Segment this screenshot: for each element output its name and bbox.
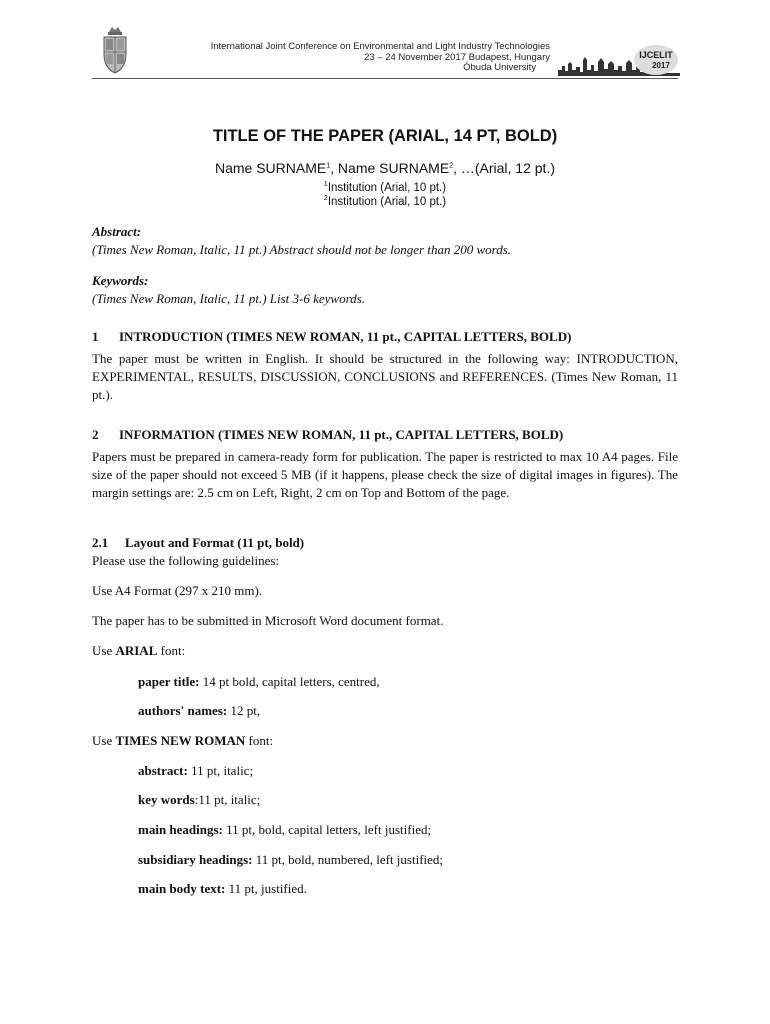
- keywords-heading: Keywords:: [92, 273, 149, 288]
- ijcelit-skyline-logo: [558, 40, 680, 78]
- ijcelit-logo-year: 2017: [652, 61, 670, 70]
- institution-1-text: Institution (Arial, 10 pt.): [327, 181, 447, 194]
- times-item-label: main body text:: [138, 881, 226, 896]
- times-item-text: 11 pt, bold, capital letters, left justified;: [222, 822, 432, 837]
- subsection-2-1-heading: [92, 534, 678, 552]
- times-item-key-words: [138, 791, 678, 809]
- institution-2: [92, 195, 678, 208]
- times-item-abstract: [138, 762, 678, 780]
- author-2-name: Name SURNAME: [337, 160, 450, 176]
- abstract-text: (Times New Roman, Italic, 11 pt.) Abstract should not be longer than 200 words.: [92, 242, 512, 257]
- times-item-text: :11 pt, italic;: [194, 792, 261, 807]
- times-font-name: TIMES NEW ROMAN: [115, 733, 246, 748]
- conference-name: International Joint Conference on Environmental and Light Industry Technologies: [210, 41, 550, 52]
- section-1-body: The paper must be written in English. It should be structured in the following way: INTRODUCTION, EXPERIMENTAL, RESULTS, DISCUSSION, CONCLUSIONS and REFERENCES. (Times New Roman, 11 pt.).: [92, 351, 678, 402]
- arial-line-suffix: font:: [157, 643, 186, 658]
- arial-item-label: authors' names:: [138, 703, 228, 718]
- times-item-text: 11 pt, justified.: [225, 881, 307, 896]
- section-1-number: 1: [92, 329, 99, 344]
- author-1-name: Name SURNAME: [214, 160, 327, 176]
- ijcelit-logo-text: IJCELIT: [639, 50, 673, 60]
- arial-item-label: paper title:: [138, 674, 200, 689]
- author-2-affiliation-mark: 2: [449, 162, 454, 170]
- subsection-2-1-number: 2.1: [92, 535, 109, 550]
- times-item-label: subsidiary headings:: [138, 852, 253, 867]
- section-2-number: 2: [92, 427, 99, 442]
- institution-2-text: Institution (Arial, 10 pt.): [327, 195, 447, 208]
- header-divider: [92, 78, 678, 79]
- times-item-subsidiary-headings: [138, 851, 678, 869]
- times-item-label: abstract:: [138, 763, 188, 778]
- university-crest-logo: [100, 24, 130, 74]
- times-font-line: [92, 732, 678, 750]
- section-2-title: INFORMATION (TIMES NEW ROMAN, 11 pt., CAPITAL LETTERS, BOLD): [119, 427, 564, 442]
- section-1-heading: [92, 328, 678, 346]
- guideline-document-format: The paper has to be submitted in Microsoft Word document format.: [92, 613, 444, 628]
- section-1-title: INTRODUCTION (TIMES NEW ROMAN, 11 pt., CAPITAL LETTERS, BOLD): [119, 329, 572, 344]
- times-line-suffix: font:: [245, 733, 274, 748]
- times-line-prefix: Use: [92, 733, 116, 748]
- arial-line-prefix: Use: [92, 643, 116, 658]
- institution-1-mark: 1: [323, 181, 328, 188]
- arial-item-authors-names: [138, 702, 678, 720]
- conference-host: Óbuda University: [463, 62, 536, 73]
- arial-item-paper-title: [138, 673, 678, 691]
- authors-line: [92, 160, 678, 176]
- times-item-text: 11 pt, italic;: [187, 763, 254, 778]
- times-item-main-body-text: [138, 880, 678, 898]
- arial-font-name: ARIAL: [115, 643, 158, 658]
- guideline-format: Use A4 Format (297 x 210 mm).: [92, 583, 263, 598]
- authors-separator: ,: [330, 160, 338, 176]
- times-item-label: key words: [138, 792, 195, 807]
- author-1-affiliation-mark: 1: [326, 162, 331, 170]
- conference-header: [150, 42, 550, 74]
- guidelines-intro: Please use the following guidelines:: [92, 553, 280, 568]
- times-item-main-headings: [138, 821, 678, 839]
- conference-date-location: 23 – 24 November 2017 Budapest, Hungary: [364, 51, 550, 63]
- abstract-heading: Abstract:: [92, 224, 142, 239]
- section-2-body: Papers must be prepared in camera-ready form for publication. The paper is restricted to max 10 A4 pages. File size of the paper should not exceed 5 MB (if it happens, please check the size of digital images in figures). The margin settings are: 2.5 cm on Left, Right, 2 cm on Top and Bottom of the page.: [92, 449, 678, 500]
- subsection-2-1-title: Layout and Format (11 pt, bold): [125, 535, 305, 550]
- arial-item-text: 14 pt bold, capital letters, centred,: [199, 674, 380, 689]
- arial-font-line: [92, 642, 678, 660]
- institution-1: [92, 181, 678, 194]
- institution-2-mark: 2: [323, 195, 328, 202]
- section-2-heading: [92, 426, 678, 444]
- paper-title: TITLE OF THE PAPER (ARIAL, 14 PT, BOLD): [212, 127, 558, 145]
- authors-rest: , …(Arial, 12 pt.): [453, 160, 555, 176]
- arial-item-text: 12 pt,: [227, 703, 261, 718]
- times-item-text: 11 pt, bold, numbered, left justified;: [252, 852, 444, 867]
- keywords-text: (Times New Roman, Italic, 11 pt.) List 3-6 keywords.: [92, 291, 365, 306]
- times-item-label: main headings:: [138, 822, 223, 837]
